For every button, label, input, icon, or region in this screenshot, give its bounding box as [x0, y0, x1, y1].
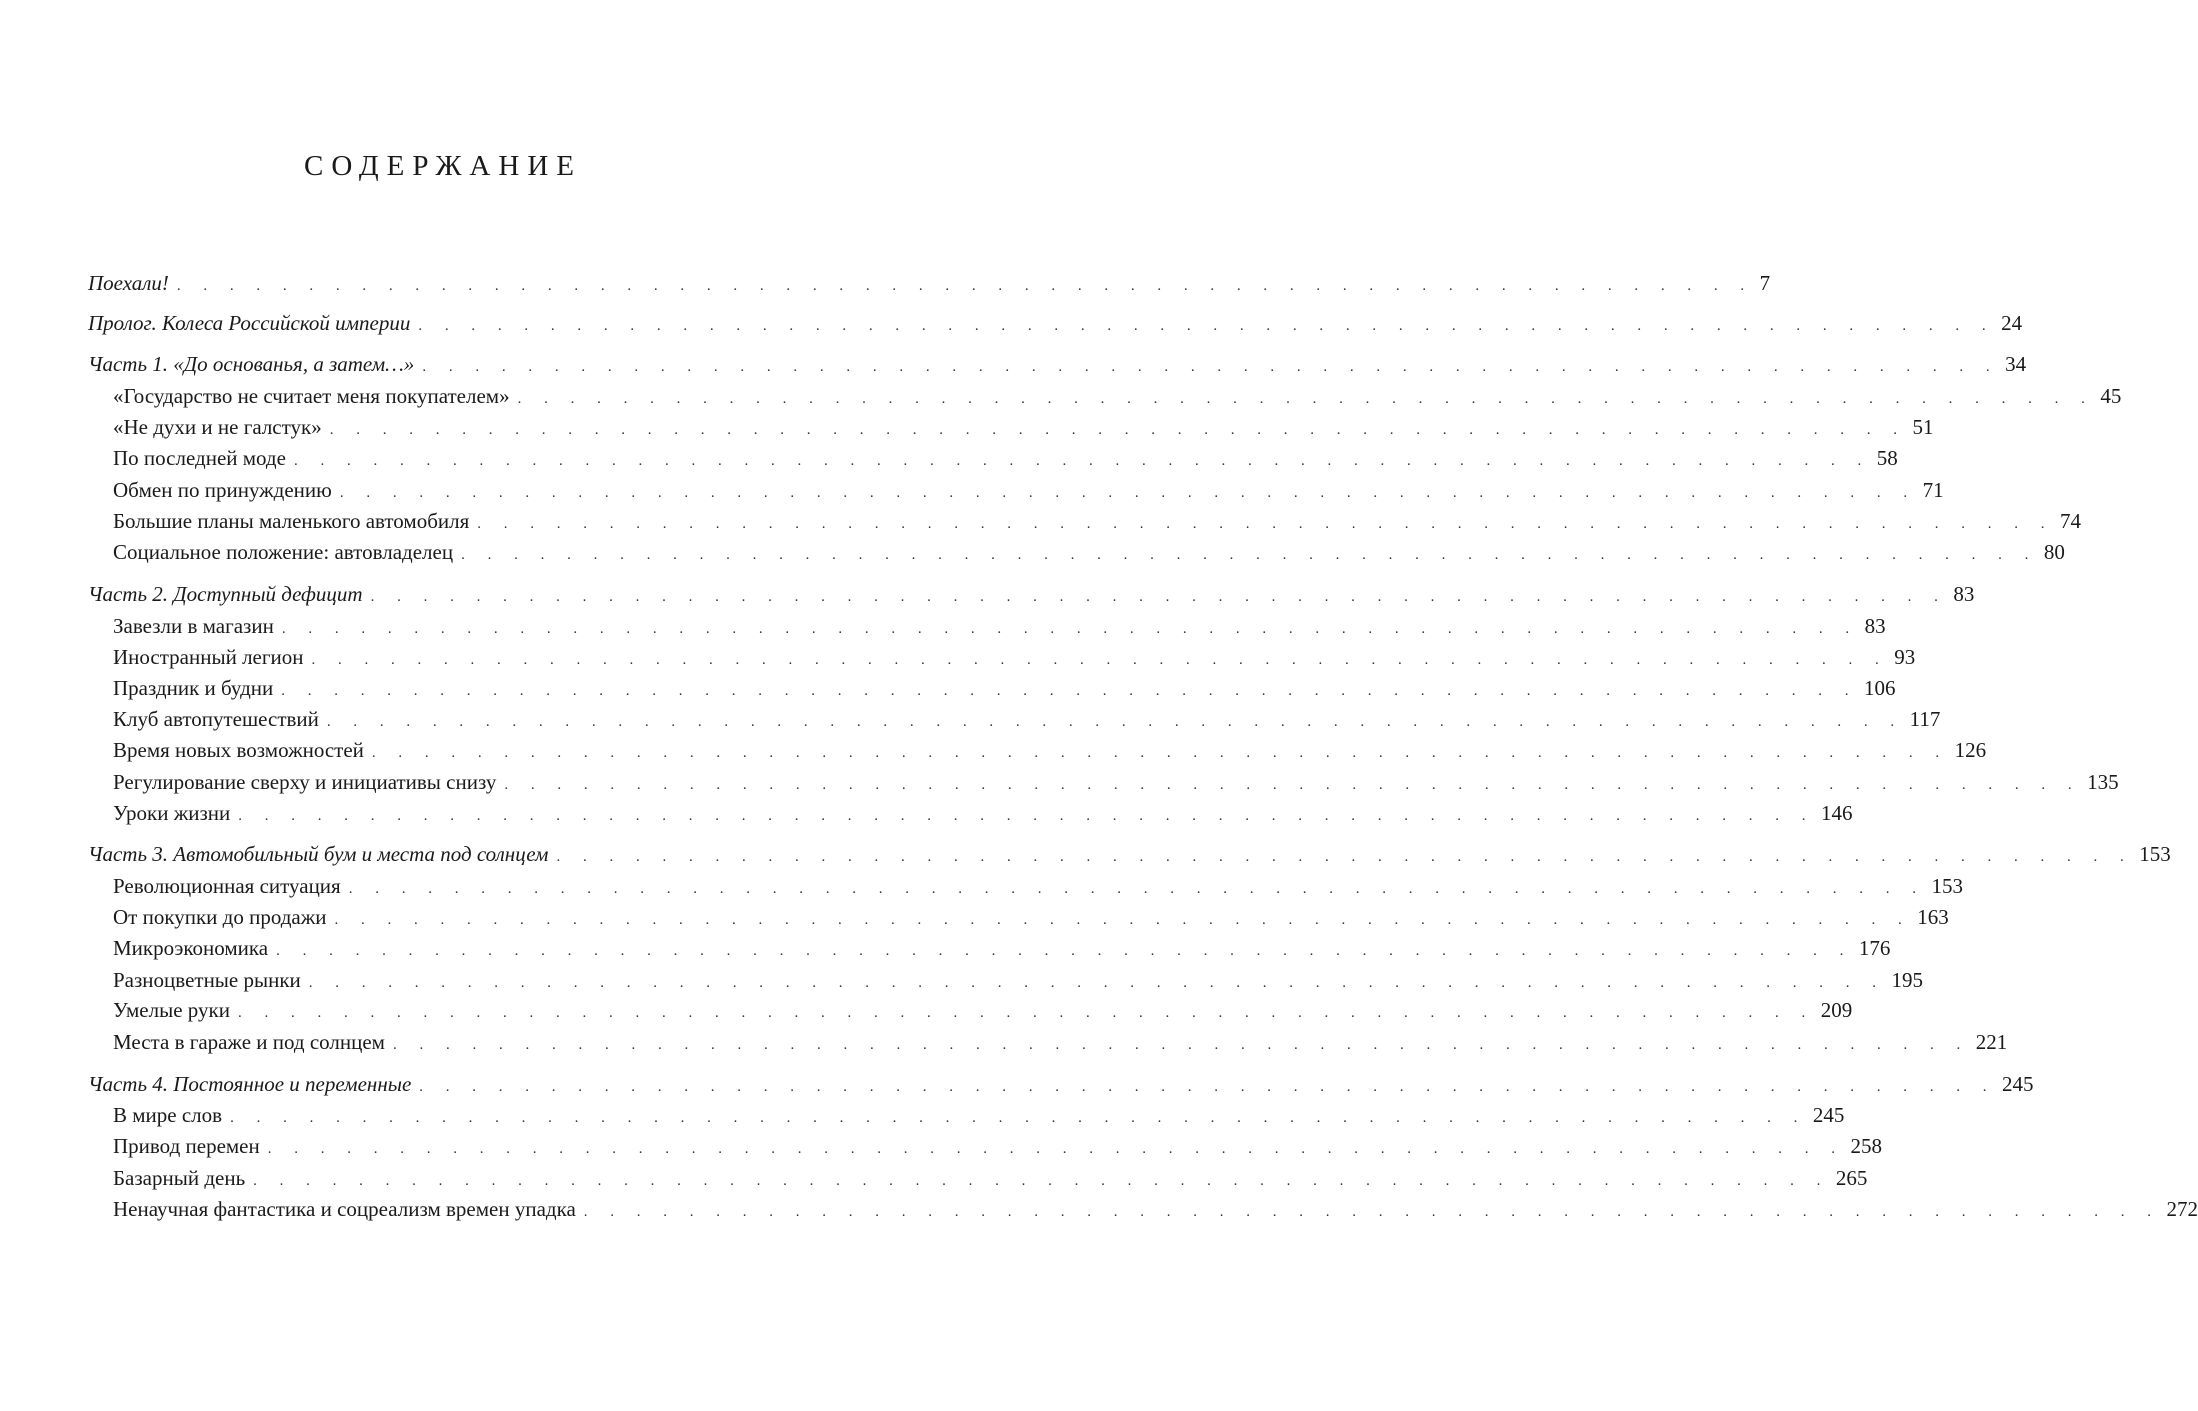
toc-chapter-entry: [113, 799, 1853, 827]
toc-entry-title: Места в гараже и под солнцем: [113, 1030, 385, 1054]
dot-leader: . . . . . . . . . . . . . . . . . . . . . . . . . . . . . . . . . . . . . . . . . . . . . . . . . . . . . . . . . . . .: [253, 1173, 1830, 1189]
toc-part-entry: [88, 350, 2027, 378]
toc-page-number: 163: [1917, 905, 1949, 929]
toc-entry-title: Большие планы маленького автомобиля: [113, 509, 470, 533]
toc-part-entry: [88, 840, 2171, 868]
dot-leader: . . . . . . . . . . . . . . . . . . . . . . . . . . . . . . . . . . . . . . . . . . . . . . . . . . . . . . . . . . . .: [392, 1037, 1970, 1053]
toc-chapter-entry: [113, 1028, 2008, 1056]
dot-leader: . . . . . . . . . . . . . . . . . . . . . . . . . . . . . . . . . . . . . . . . . . . . . . . . . . . . . . . . . . . .: [293, 453, 1871, 469]
toc-page-number: 258: [1850, 1134, 1882, 1158]
toc-page-number: 51: [1912, 415, 1934, 439]
toc-chapter-entry: [113, 705, 1941, 733]
toc-page-number: 245: [2002, 1072, 2034, 1096]
toc-page-number: 221: [1975, 1030, 2008, 1054]
dot-leader: . . . . . . . . . . . . . . . . . . . . . . . . . . . . . . . . . . . . . . . . . . . . . . . . . . . . . . . . . . . .: [370, 589, 1948, 605]
dot-leader: . . . . . . . . . . . . . . . . . . . . . . . . . . . . . . . . . . . . . . . . . . . . . . . . . . . . . . . . . . . .: [326, 714, 1904, 730]
toc-entry-title: Обмен по принуждению: [113, 478, 332, 502]
toc-page-number: 106: [1863, 676, 1896, 700]
toc-entry-title: Революционная ситуация: [113, 874, 341, 898]
toc-chapter-entry: [113, 612, 1886, 640]
toc-entry-title: Социальное положение: автовладелец: [113, 540, 454, 564]
toc-page-number: 272: [2166, 1197, 2198, 1221]
toc-entry-title: Умелые руки: [113, 998, 230, 1022]
toc-page-number: 265: [1835, 1166, 1868, 1190]
toc-entry-title: Часть 1. «До основанья, а затем…»: [88, 352, 415, 376]
toc-page-number: 80: [2043, 540, 2065, 564]
toc-page-number: 74: [2060, 509, 2082, 533]
toc-chapter-entry: [113, 1164, 1868, 1192]
toc-entry-title: «Не духи и не галстук»: [113, 415, 322, 439]
toc-entry-title: Привод перемен: [113, 1134, 260, 1158]
dot-leader: . . . . . . . . . . . . . . . . . . . . . . . . . . . . . . . . . . . . . . . . . . . . . . . . . . . . . . . . . . . .: [281, 683, 1858, 699]
toc-chapter-entry: [113, 538, 2065, 566]
toc-page-number: 195: [1891, 968, 1924, 992]
dot-leader: . . . . . . . . . . . . . . . . . . . . . . . . . . . . . . . . . . . . . . . . . . . . . . . . . . . . . . . . . . . .: [334, 912, 1912, 928]
dot-leader: . . . . . . . . . . . . . . . . . . . . . . . . . . . . . . . . . . . . . . . . . . . . . . . . . . . . . . . . . . . .: [419, 1079, 1997, 1095]
toc-entry-title: Регулирование сверху и инициативы снизу: [113, 770, 497, 794]
toc-entry-title: Ненаучная фантастика и соцреализм времен упадка: [113, 1197, 576, 1221]
toc-entry-title: Праздник и будни: [113, 676, 274, 700]
toc-page-number: 83: [1864, 614, 1886, 638]
page-title: СОДЕРЖАНИЕ: [304, 150, 582, 182]
dot-leader: . . . . . . . . . . . . . . . . . . . . . . . . . . . . . . . . . . . . . . . . . . . . . . . . . . . . . . . . . . . .: [422, 359, 2000, 375]
toc-page-number: 7: [1759, 271, 1771, 295]
toc-part-entry: [88, 580, 1975, 608]
toc-entry-title: По последней моде: [113, 446, 286, 470]
toc-entry-title: Иностранный легион: [113, 645, 304, 669]
toc-chapter-entry: [113, 382, 2122, 410]
toc-chapter-entry: [113, 872, 1963, 900]
toc-entry-title: Пролог. Колеса Российской империи: [88, 311, 411, 335]
toc-entry-title: В мире слов: [113, 1103, 223, 1127]
toc-page-number: 153: [1931, 874, 1963, 898]
toc-entry-title: Часть 2. Доступный дефицит: [88, 582, 363, 606]
toc-chapter-entry: [113, 413, 1934, 441]
toc-chapter-entry: [113, 736, 1987, 764]
toc-chapter-entry: [113, 1195, 2198, 1223]
toc-page-number: 245: [1812, 1103, 1845, 1127]
dot-leader: . . . . . . . . . . . . . . . . . . . . . . . . . . . . . . . . . . . . . . . . . . . . . . . . . . . . . . . . . . . .: [477, 516, 2055, 532]
toc-page-number: 71: [1922, 478, 1944, 502]
toc-chapter-entry: [113, 1101, 1845, 1129]
toc-chapter-entry: [113, 643, 1916, 671]
toc-page-number: 209: [1820, 998, 1853, 1022]
dot-leader: . . . . . . . . . . . . . . . . . . . . . . . . . . . . . . . . . . . . . . . . . . . . . . . . . . . . . . . . . . . .: [267, 1141, 1845, 1157]
toc-part-entry: [88, 269, 1771, 297]
toc-page-number: 135: [2087, 770, 2119, 794]
toc-chapter-entry: [113, 476, 1944, 504]
dot-leader: . . . . . . . . . . . . . . . . . . . . . . . . . . . . . . . . . . . . . . . . . . . . . . . . . . . . . . . . . . . .: [311, 652, 1889, 668]
toc-chapter-entry: [113, 674, 1896, 702]
dot-leader: . . . . . . . . . . . . . . . . . . . . . . . . . . . . . . . . . . . . . . . . . . . . . . . . . . . . . . . . . . . .: [339, 485, 1917, 501]
toc-entry-title: Базарный день: [113, 1166, 246, 1190]
toc-entry-title: Часть 3. Автомобильный бум и места под солнцем: [88, 842, 549, 866]
toc-entry-title: Часть 4. Постоянное и переменные: [88, 1072, 412, 1096]
toc-page-number: 176: [1858, 936, 1891, 960]
toc-page-number: 117: [1909, 707, 1941, 731]
toc-entry-title: От покупки до продажи: [113, 905, 327, 929]
toc-entry-title: «Государство не считает меня покупателем»: [113, 384, 510, 408]
toc-entry-title: Клуб автопутешествий: [113, 707, 319, 731]
toc-page-number: 126: [1954, 738, 1987, 762]
dot-leader: . . . . . . . . . . . . . . . . . . . . . . . . . . . . . . . . . . . . . . . . . . . . . . . . . . . . . . . . . . . .: [583, 1204, 2161, 1220]
toc-entry-title: Завезли в магазин: [113, 614, 274, 638]
dot-leader: . . . . . . . . . . . . . . . . . . . . . . . . . . . . . . . . . . . . . . . . . . . . . . . . . . . . . . . . . . . .: [418, 318, 1996, 334]
toc-chapter-entry: [113, 507, 2082, 535]
toc-page-number: 34: [2005, 352, 2027, 376]
toc-chapter-entry: [113, 903, 1949, 931]
toc-page-number: 45: [2100, 384, 2122, 408]
toc-part-entry: [88, 1070, 2034, 1098]
toc-chapter-entry: [113, 966, 1924, 994]
dot-leader: . . . . . . . . . . . . . . . . . . . . . . . . . . . . . . . . . . . . . . . . . . . . . . . . . . . . . . . . . . . .: [504, 777, 2082, 793]
toc-chapter-entry: [113, 768, 2119, 796]
toc-entry-title: Поехали!: [88, 271, 169, 295]
toc-entry-title: Уроки жизни: [113, 801, 231, 825]
toc-page-number: 83: [1953, 582, 1975, 606]
dot-leader: . . . . . . . . . . . . . . . . . . . . . . . . . . . . . . . . . . . . . . . . . . . . . . . . . . . . . . . . . . . .: [371, 745, 1949, 761]
toc-entry-title: Микроэкономика: [113, 936, 269, 960]
toc-entry-title: Разноцветные рынки: [113, 968, 301, 992]
dot-leader: . . . . . . . . . . . . . . . . . . . . . . . . . . . . . . . . . . . . . . . . . . . . . . . . . . . . . . . . . . . .: [176, 278, 1754, 294]
toc-page-number: 153: [2139, 842, 2171, 866]
toc-page-number: 93: [1894, 645, 1916, 669]
dot-leader: . . . . . . . . . . . . . . . . . . . . . . . . . . . . . . . . . . . . . . . . . . . . . . . . . . . . . . . . . . . .: [556, 849, 2134, 865]
toc-chapter-entry: [113, 934, 1891, 962]
toc-entry-title: Время новых возможностей: [113, 738, 364, 762]
dot-leader: . . . . . . . . . . . . . . . . . . . . . . . . . . . . . . . . . . . . . . . . . . . . . . . . . . . . . . . . . . . .: [348, 881, 1926, 897]
dot-leader: . . . . . . . . . . . . . . . . . . . . . . . . . . . . . . . . . . . . . . . . . . . . . . . . . . . . . . . . . . . .: [308, 975, 1886, 991]
dot-leader: . . . . . . . . . . . . . . . . . . . . . . . . . . . . . . . . . . . . . . . . . . . . . . . . . . . . . . . . . . . .: [329, 422, 1907, 438]
toc-chapter-entry: [113, 1132, 1882, 1160]
dot-leader: . . . . . . . . . . . . . . . . . . . . . . . . . . . . . . . . . . . . . . . . . . . . . . . . . . . . . . . . . . . .: [238, 808, 1815, 824]
toc-page-number: 146: [1820, 801, 1853, 825]
toc-chapter-entry: [113, 996, 1853, 1024]
dot-leader: . . . . . . . . . . . . . . . . . . . . . . . . . . . . . . . . . . . . . . . . . . . . . . . . . . . . . . . . . . . .: [230, 1110, 1807, 1126]
dot-leader: . . . . . . . . . . . . . . . . . . . . . . . . . . . . . . . . . . . . . . . . . . . . . . . . . . . . . . . . . . . .: [237, 1005, 1815, 1021]
dot-leader: . . . . . . . . . . . . . . . . . . . . . . . . . . . . . . . . . . . . . . . . . . . . . . . . . . . . . . . . . . . .: [461, 547, 2038, 563]
dot-leader: . . . . . . . . . . . . . . . . . . . . . . . . . . . . . . . . . . . . . . . . . . . . . . . . . . . . . . . . . . . .: [281, 621, 1859, 637]
toc-page-number: 24: [2001, 311, 2023, 335]
dot-leader: . . . . . . . . . . . . . . . . . . . . . . . . . . . . . . . . . . . . . . . . . . . . . . . . . . . . . . . . . . . .: [276, 943, 1853, 959]
toc-page-number: 58: [1876, 446, 1898, 470]
toc-part-entry: [88, 309, 2023, 337]
toc-chapter-entry: [113, 444, 1898, 472]
dot-leader: . . . . . . . . . . . . . . . . . . . . . . . . . . . . . . . . . . . . . . . . . . . . . . . . . . . . . . . . . . . .: [517, 391, 2095, 407]
